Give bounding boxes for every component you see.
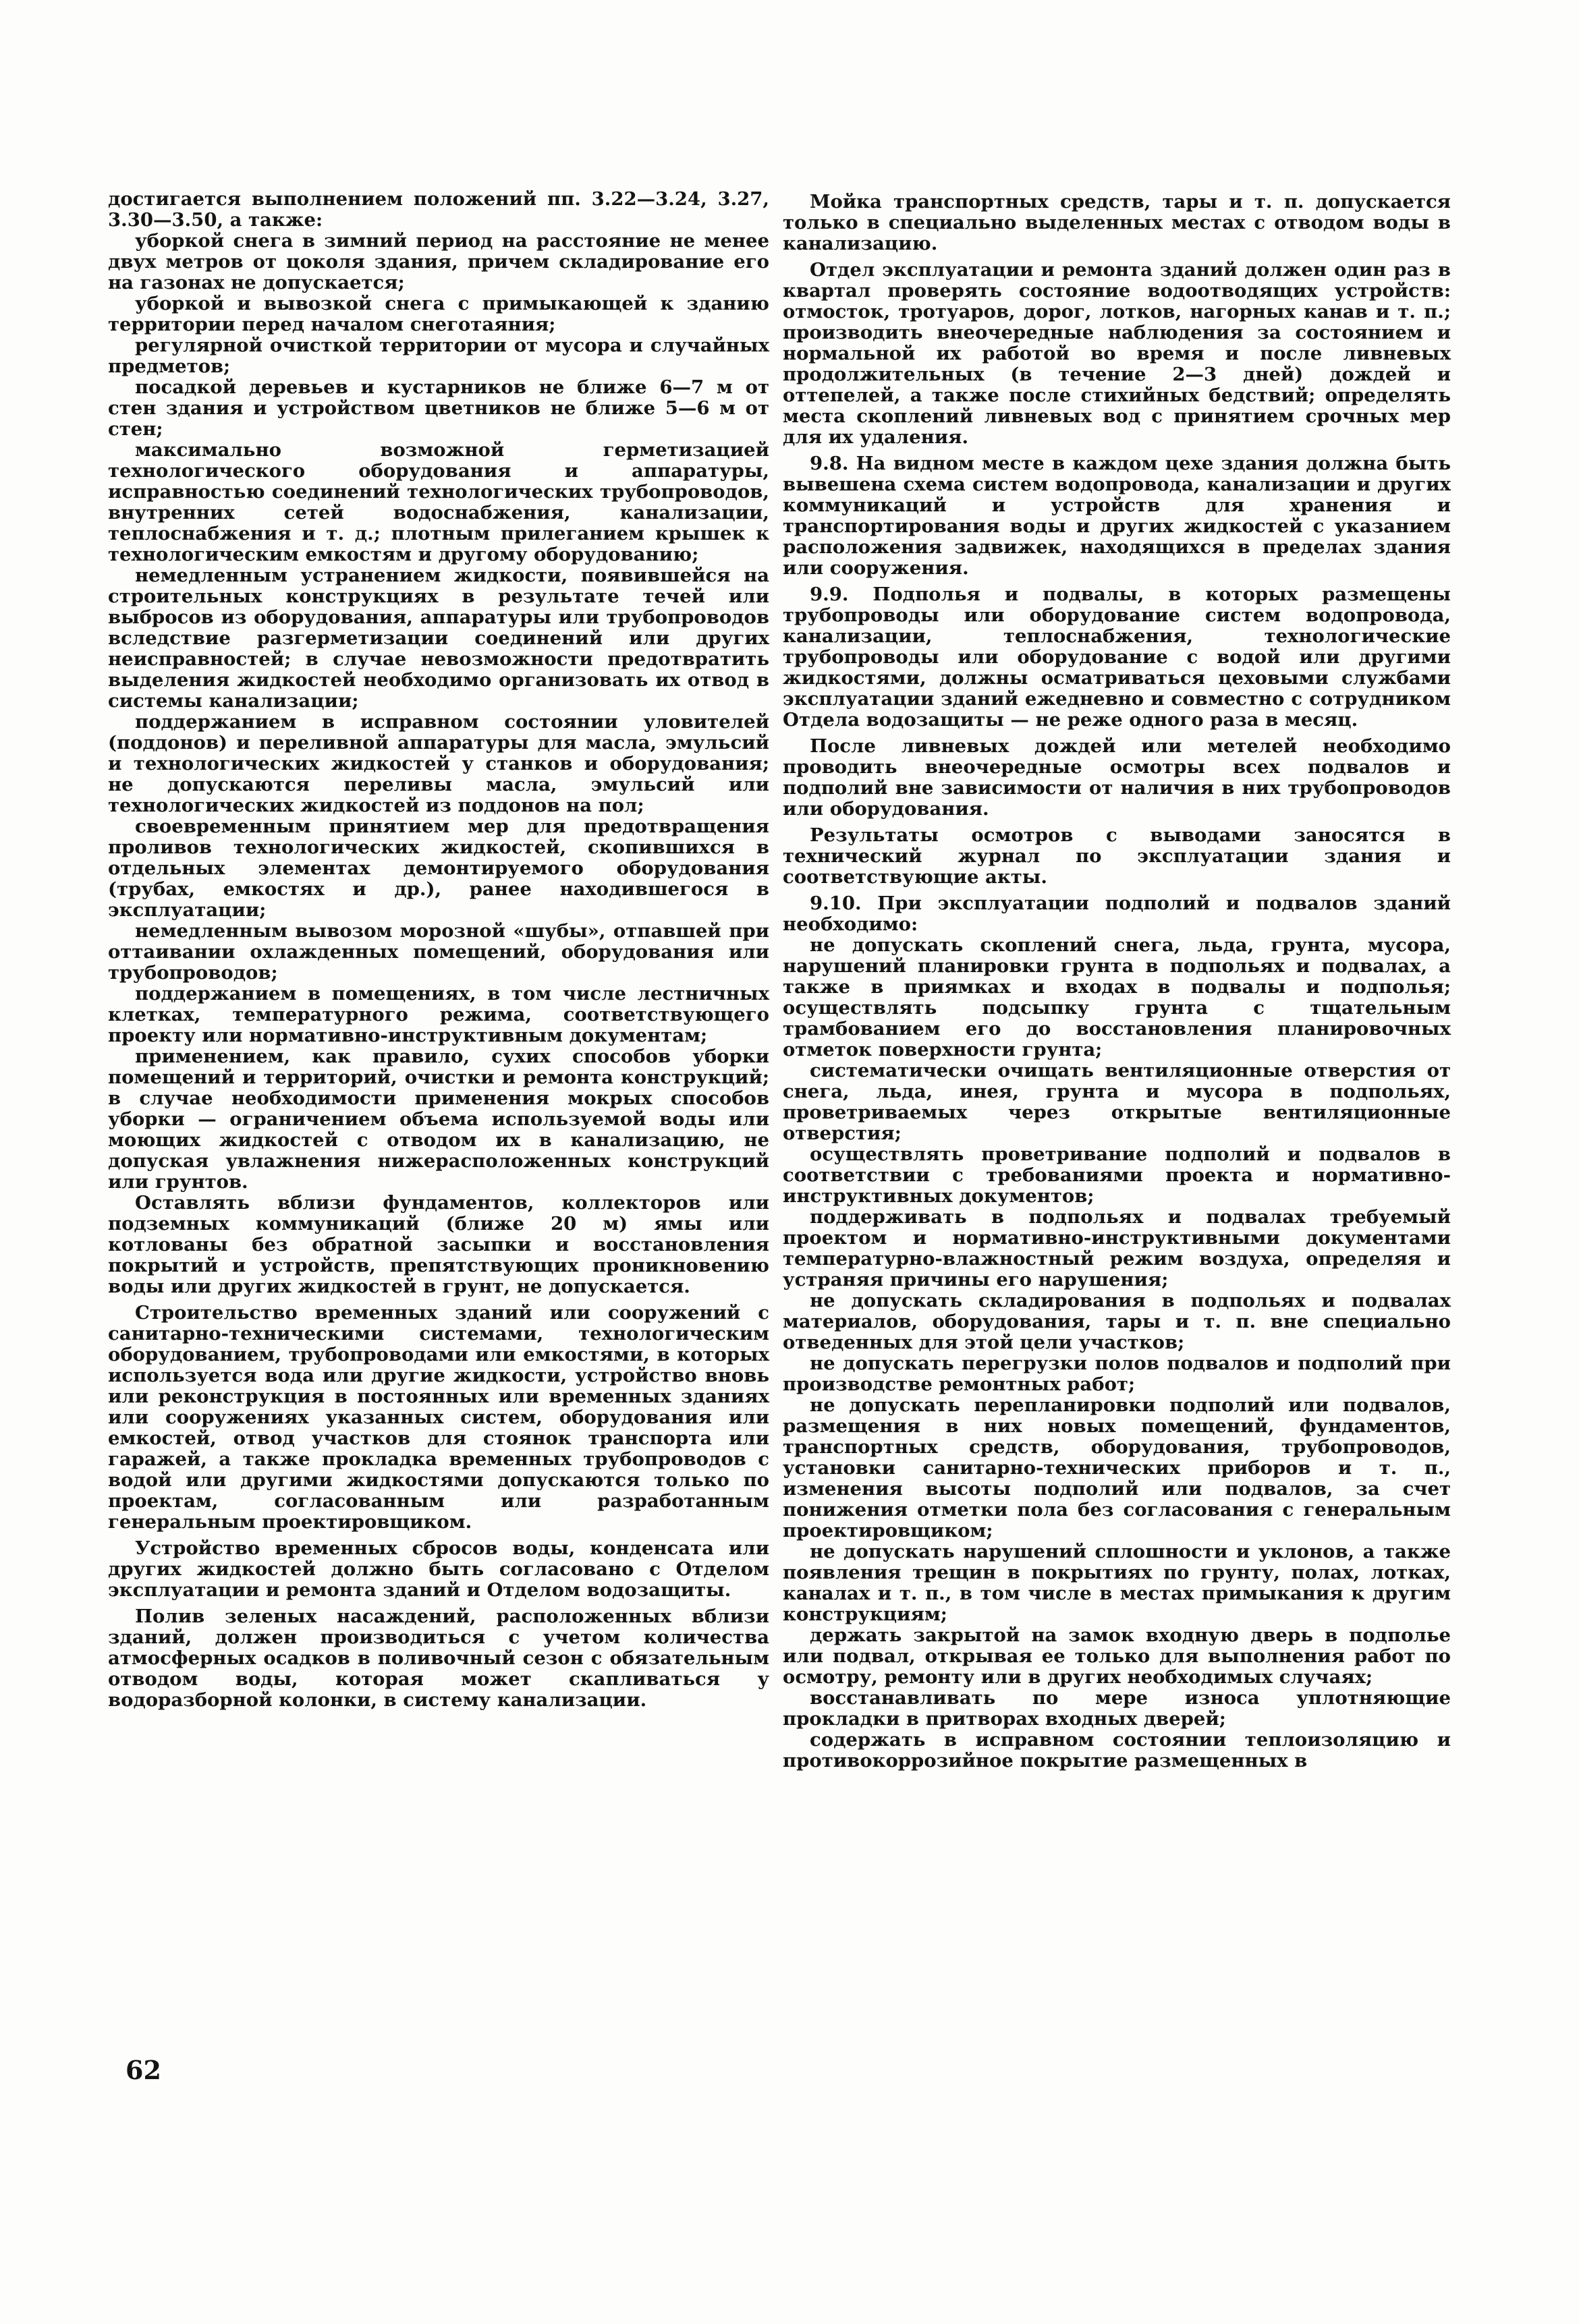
paragraph: посадкой деревьев и кустарников не ближе 6—7 м от стен здания и устройством цветников не ближе 5—6 м от стен; — [108, 376, 769, 440]
paragraph: поддержанием в помещениях, в том числе лестничных клетках, температурного режима, соответствующего проекту или нормативно-инструктивным документам; — [108, 983, 769, 1046]
paragraph: немедленным вывозом морозной «шубы», отпавшей при оттаивании охлажденных помещений, оборудования или трубопроводов; — [108, 920, 769, 984]
paragraph: применением, как правило, сухих способов уборки помещений и территорий, очистки и ремонта конструкций; в случае необходимости применения мокрых способов уборки — ограничением объема используемой воды или моющих жидкостей с отводом их в канализацию, не допуская увлажнения нижерасположенных конструкций или грунтов. — [108, 1046, 769, 1193]
paragraph: Устройство временных сбросов воды, конденсата или других жидкостей должно быть согласовано с Отделом эксплуатации и ремонта зданий и Отделом водозащиты. — [108, 1537, 769, 1601]
paragraph: не допускать скоплений снега, льда, грунта, мусора, нарушений планировки грунта в подпольях и подвалах, а также в приямках и входах в подвалы и подполья; осуществлять подсыпку грунта с тщательным трамбованием его до восстановления планировочных отметок поверхности грунта; — [783, 934, 1451, 1060]
paragraph: уборкой и вывозкой снега с примыкающей к зданию территории перед началом снеготаяния; — [108, 293, 769, 335]
paragraph: уборкой снега в зимний период на расстояние не менее двух метров от цоколя здания, причем складирование его на газонах не допускается; — [108, 230, 769, 293]
paragraph: Результаты осмотров с выводами заносятся в технический журнал по эксплуатации здания и соответствующие акты. — [783, 824, 1451, 888]
section-9-8: 9.8. На видном месте в каждом цехе здания должна быть вывешена схема систем водопровода, канализации и других коммуникаций и устройств для хранения и транспортирования воды и других жидкостей с указанием расположения задвижек, находящихся в пределах здания или сооружения. — [783, 453, 1451, 579]
paragraph: Строительство временных зданий или сооружений с санитарно-техническими системами, технологическим оборудованием, трубопроводами или емкостями, в которых используется вода или другие жидкости, устройство вновь или реконструкция в постоянных или временных зданиях или сооружениях указанных систем, оборудования или емкостей, отвод участков для стоянок транспорта или гаражей, а также прокладка временных трубопроводов с водой или другими жидкостями допускаются только по проектам, согласованным или разработанным генеральным проектировщиком. — [108, 1302, 769, 1533]
paragraph: Оставлять вблизи фундаментов, коллекторов или подземных коммуникаций (ближе 20 м) ямы или котлованы без обратной засыпки и восстановления покрытий и устройств, препятствующих проникновению воды или других жидкостей в грунт, не допускается. — [108, 1192, 769, 1297]
paragraph: систематически очищать вентиляционные отверстия от снега, льда, инея, грунта и мусора в подпольях, проветриваемых через открытые вентиляционные отверстия; — [783, 1060, 1451, 1144]
paragraph: регулярной очисткой территории от мусора и случайных предметов; — [108, 335, 769, 377]
paragraph: достигается выполнением положений пп. 3.22—3.24, 3.27, 3.30—3.50, а также: — [108, 188, 769, 231]
section-9-10: 9.10. При эксплуатации подполий и подвалов зданий необходимо: — [783, 892, 1451, 935]
paragraph: восстанавливать по мере износа уплотняющие прокладки в притворах входных дверей; — [783, 1687, 1451, 1730]
paragraph: не допускать перепланировки подполий или подвалов, размещения в них новых помещений, фундаментов, транспортных средств, оборудования, трубопроводов, установки санитарно-технических приборов и т. п., изменения высоты подполий или подвалов, за счет понижения отметки пола без согласования с генеральным проектировщиком; — [783, 1394, 1451, 1541]
paragraph: Полив зеленых насаждений, расположенных вблизи зданий, должен производиться с учетом количества атмосферных осадков в поливочный сезон с обязательным отводом воды, которая может скапливаться у водоразборной колонки, в систему канализации. — [108, 1606, 769, 1711]
right-column — [783, 189, 1451, 1772]
paragraph: Мойка транспортных средств, тары и т. п. допускается только в специально выделенных местах с отводом воды в канализацию. — [783, 191, 1451, 254]
paragraph: Отдел эксплуатации и ремонта зданий должен один раз в квартал проверять состояние водоотводящих устройств: отмосток, тротуаров, дорог, лотков, нагорных канав и т. п.; производить внеочередные наблюдения за состоянием и нормальной их работой во время и после ливневых продолжительных (в течение 2—3 дней) дождей и оттепелей, а также после стихийных бедствий; определять места скоплений ливневых вод с принятием срочных мер для их удаления. — [783, 259, 1451, 448]
page-number: 62 — [126, 2055, 161, 2085]
paragraph: держать закрытой на замок входную дверь в подполье или подвал, открывая ее только для выполнения работ по осмотру, ремонту или в других необходимых случаях; — [783, 1624, 1451, 1688]
paragraph: максимально возможной герметизацией технологического оборудования и аппаратуры, исправностью соединений технологических трубопроводов, внутренних сетей водоснабжения, канализации, теплоснабжения и т. д.; плотным прилеганием крышек к технологическим емкостям и другому оборудованию; — [108, 439, 769, 565]
paragraph: осуществлять проветривание подполий и подвалов в соответствии с требованиями проекта и нормативно-инструктивных документов; — [783, 1143, 1451, 1207]
paragraph: своевременным принятием мер для предотвращения проливов технологических жидкостей, скопившихся в отдельных элементах демонтируемого оборудования (трубах, емкостях и др.), ранее находившегося в эксплуатации; — [108, 816, 769, 921]
section-9-9: 9.9. Подполья и подвалы, в которых размещены трубопроводы или оборудование систем водопровода, канализации, теплоснабжения, технологические трубопроводы или оборудование с водой или другими жидкостями, должны осматриваться цеховыми службами эксплуатации зданий ежедневно и совместно с сотрудником Отдела водозащиты — не реже одного раза в месяц. — [783, 584, 1451, 731]
paragraph: не допускать складирования в подпольях и подвалах материалов, оборудования, тары и т. п. вне специально отведенных для этой цели участков; — [783, 1290, 1451, 1353]
paragraph: После ливневых дождей или метелей необходимо проводить внеочередные осмотры всех подвалов и подполий вне зависимости от наличия в них трубопроводов или оборудования. — [783, 735, 1451, 820]
paragraph: поддержанием в исправном состоянии уловителей (поддонов) и переливной аппаратуры для масла, эмульсий и технологических жидкостей у станков и оборудования; не допускаются переливы масла, эмульсий или технологических жидкостей из поддонов на пол; — [108, 711, 769, 816]
paragraph: немедленным устранением жидкости, появившейся на строительных конструкциях в результате течей или выбросов из оборудования, аппаратуры или трубопроводов вследствие разгерметизации соединений или других неисправностей; в случае невозможности предотвратить выделения жидкостей необходимо организовать их отвод в системы канализации; — [108, 565, 769, 712]
paragraph: поддерживать в подпольях и подвалах требуемый проектом и нормативно-инструктивными документами температурно-влажностный режим воздуха, определяя и устраняя причины его нарушения; — [783, 1206, 1451, 1291]
paragraph: содержать в исправном состоянии теплоизоляцию и противокоррозийное покрытие размещенных в — [783, 1729, 1451, 1772]
paragraph: не допускать нарушений сплошности и уклонов, а также появления трещин в покрытиях по грунту, полах, лотках, каналах и т. п., в том числе в местах примыкания к другим конструкциям; — [783, 1541, 1451, 1625]
left-column — [108, 189, 769, 1711]
paragraph: не допускать перегрузки полов подвалов и подполий при производстве ремонтных работ; — [783, 1353, 1451, 1395]
